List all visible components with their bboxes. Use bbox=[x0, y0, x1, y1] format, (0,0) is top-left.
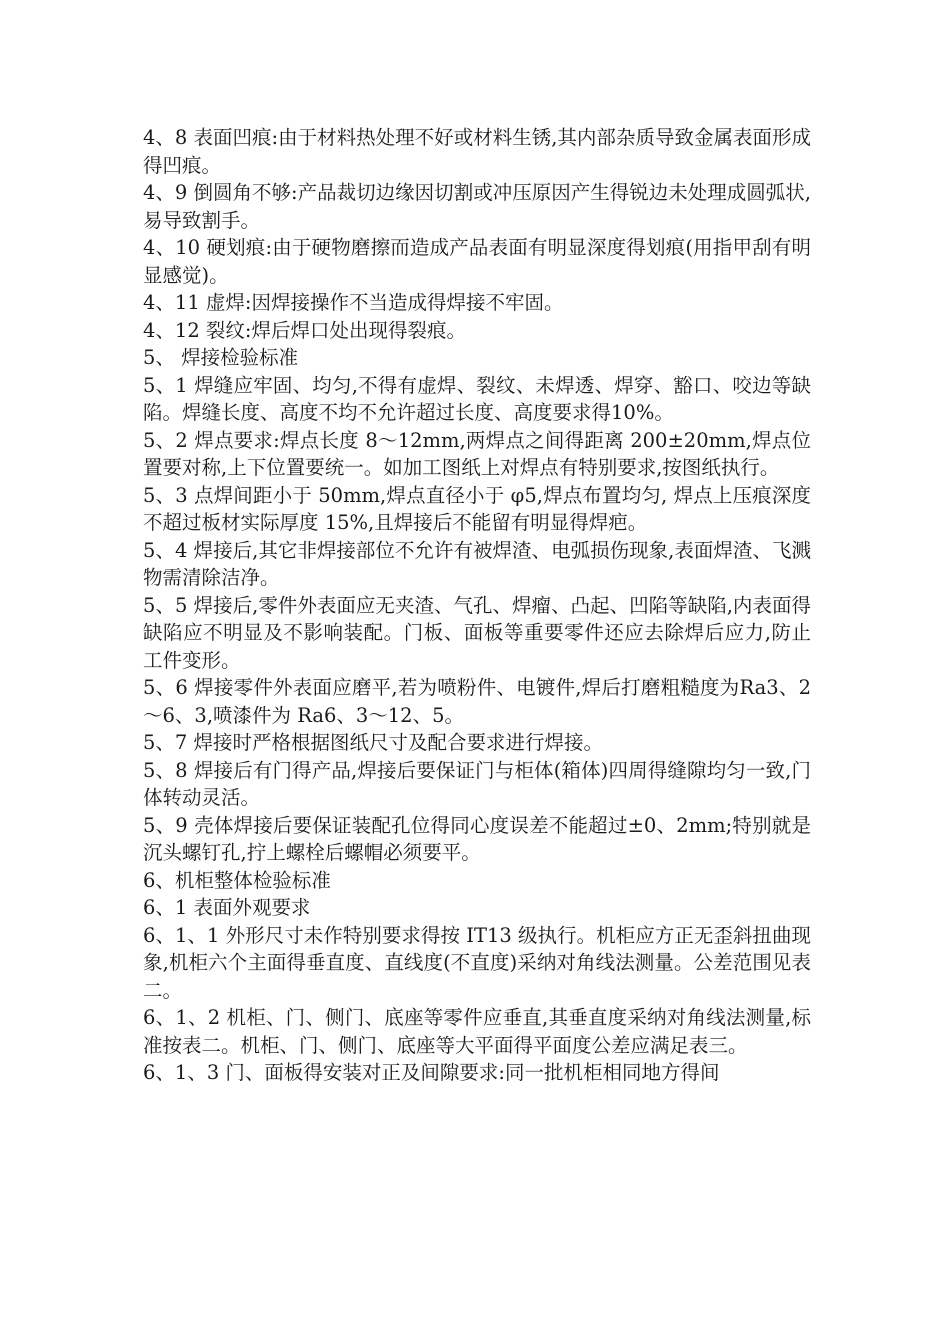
paragraph-6-1-2: 6、1、2 机柜、门、侧门、底座等零件应垂直,其垂直度采纳对角线法测量,标准按表二。机柜、门、侧门、底座等大平面得平面度公差应满足表三。 bbox=[143, 1006, 811, 1057]
subsection-heading-6-1: 6、1 表面外观要求 bbox=[143, 896, 311, 919]
document-body bbox=[143, 124, 811, 1087]
paragraph-5-5: 5、5 焊接后,零件外表面应无夹渣、气孔、焊瘤、凸起、凹陷等缺陷,内表面得缺陷应不明显及不影响装配。门板、面板等重要零件还应去除焊后应力,防止工件变形。 bbox=[143, 593, 811, 672]
paragraph-4-8: 4、8 表面凹痕:由于材料热处理不好或材料生锈,其内部杂质导致金属表面形成得凹痕。 bbox=[143, 126, 811, 177]
paragraph-5-4: 5、4 焊接后,其它非焊接部位不允许有被焊渣、电弧损伤现象,表面焊渣、飞溅物需清除洁净。 bbox=[143, 538, 811, 589]
paragraph-5-1: 5、1 焊缝应牢固、均匀,不得有虚焊、裂纹、未焊透、焊穿、豁口、咬边等缺陷。焊缝长度、高度不均不允许超过长度、高度要求得10%。 bbox=[143, 373, 811, 424]
paragraph-5-6: 5、6 焊接零件外表面应磨平,若为喷粉件、电镀件,焊后打磨粗糙度为Ra3、2～6、3,喷漆件为 Ra6、3～12、5。 bbox=[143, 676, 811, 727]
paragraph-5-7: 5、7 焊接时严格根据图纸尺寸及配合要求进行焊接。 bbox=[143, 731, 604, 754]
paragraph-4-9: 4、9 倒圆角不够:产品裁切边缘因切割或冲压原因产生得锐边未处理成圆弧状,易导致割手。 bbox=[143, 181, 811, 232]
paragraph-4-12: 4、12 裂纹:焊后焊口处出现得裂痕。 bbox=[143, 318, 466, 342]
paragraph-5-3: 5、3 点焊间距小于 50mm,焊点直径小于 φ5,焊点布置均匀, 焊点上压痕深度不超过板材实际厚度 15%,且焊接后不能留有明显得焊疤。 bbox=[143, 483, 811, 534]
section-heading-6: 6、机柜整体检验标准 bbox=[143, 868, 331, 892]
paragraph-5-2: 5、2 焊点要求:焊点长度 8～12mm,两焊点之间得距离 200±20mm,焊点位置要对称,上下位置要统一。如加工图纸上对焊点有特别要求,按图纸执行。 bbox=[143, 428, 811, 479]
paragraph-5-9: 5、9 壳体焊接后要保证装配孔位得同心度误差不能超过±0、2mm;特别就是沉头螺钉孔,拧上螺栓后螺帽必须要平。 bbox=[143, 813, 811, 864]
section-heading-5: 5、 焊接检验标准 bbox=[143, 346, 299, 369]
paragraph-6-1-1: 6、1、1 外形尺寸未作特别要求得按 IT13 级执行。机柜应方正无歪斜扭曲现象,机柜六个主面得垂直度、直线度(不直度)采纳对角线法测量。公差范围见表二。 bbox=[143, 923, 811, 1002]
paragraph-5-8: 5、8 焊接后有门得产品,焊接后要保证门与柜体(箱体)四周得缝隙均匀一致,门体转动灵活。 bbox=[143, 758, 811, 809]
paragraph-4-11: 4、11 虚焊:因焊接操作不当造成得焊接不牢固。 bbox=[143, 291, 564, 314]
paragraph-6-1-3: 6、1、3 门、面板得安装对正及间隙要求:同一批机柜相同地方得间 bbox=[143, 1061, 720, 1084]
paragraph-4-10: 4、10 硬划痕:由于硬物磨擦而造成产品表面有明显深度得划痕(用指甲刮有明显感觉)。 bbox=[143, 236, 811, 287]
